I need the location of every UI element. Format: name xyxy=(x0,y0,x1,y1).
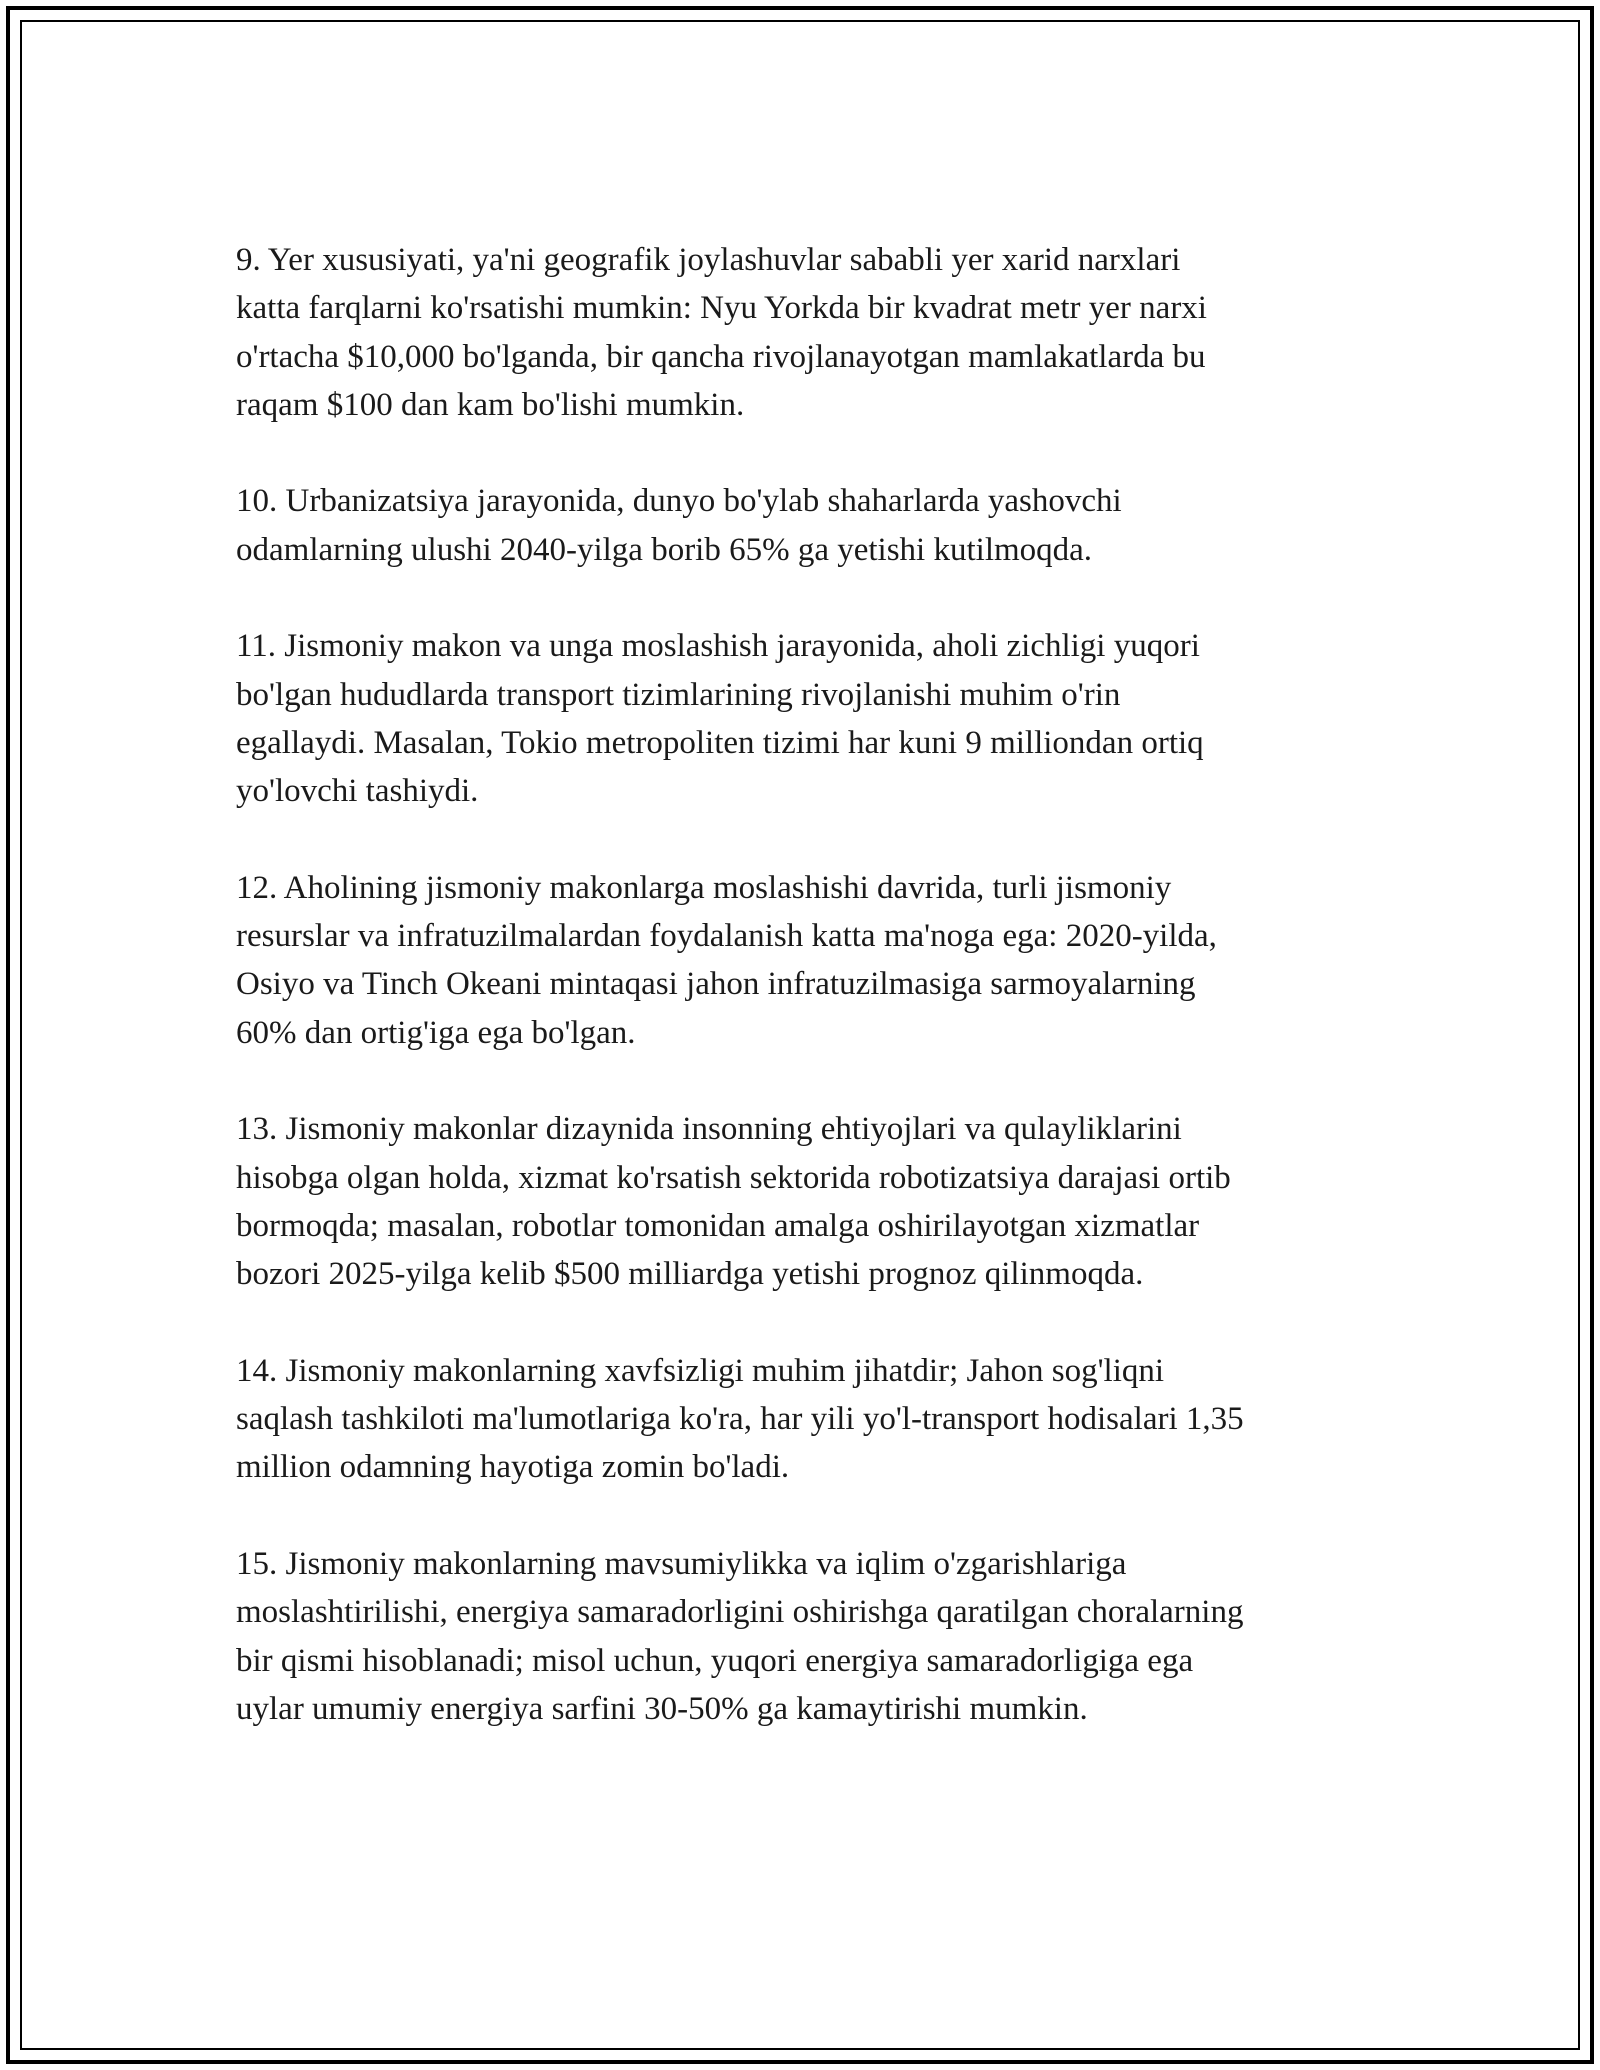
paragraph-11 xyxy=(236,622,1376,815)
paragraph-line: moslashtirilishi, energiya samaradorligini oshirishga qaratilgan choralarning xyxy=(236,1594,1244,1631)
paragraph-line: resurslar va infratuzilmalardan foydalanish katta ma'noga ega: 2020-yilda, xyxy=(236,918,1217,955)
paragraph-line: bo'lgan hududlarda transport tizimlarining rivojlanishi muhim o'rin xyxy=(236,676,1121,713)
paragraph-line: katta farqlarni ko'rsatishi mumkin: Nyu Yorkda bir kvadrat metr yer narxi xyxy=(236,290,1207,327)
paragraph-line: 11. Jismoniy makon va unga moslashish jarayonida, aholi zichligi yuqori xyxy=(236,628,1200,665)
paragraph-9 xyxy=(236,236,1376,429)
paragraph-line: 15. Jismoniy makonlarning mavsumiylikka va iqlim o'zgarishlariga xyxy=(236,1546,1127,1583)
paragraph-14 xyxy=(236,1347,1376,1492)
paragraph-line: million odamning hayotiga zomin bo'ladi. xyxy=(236,1449,790,1486)
paragraph-line: saqlash tashkiloti ma'lumotlariga ko'ra, har yili yo'l-transport hodisalari 1,35 xyxy=(236,1401,1244,1438)
paragraph-line: yo'lovchi tashiydi. xyxy=(236,773,479,810)
paragraph-line: uylar umumiy energiya sarfini 30-50% ga kamaytirishi mumkin. xyxy=(236,1690,1088,1727)
document-body xyxy=(236,236,1376,1782)
paragraph-line: o'rtacha $10,000 bo'lganda, bir qancha rivojlanayotgan mamlakatlarda bu xyxy=(236,338,1206,375)
paragraph-line: raqam $100 dan kam bo'lishi mumkin. xyxy=(236,386,745,423)
paragraph-line: 12. Aholining jismoniy makonlarga moslashishi davrida, turli jismoniy xyxy=(236,869,1172,906)
paragraph-10 xyxy=(236,477,1376,574)
paragraph-line: Osiyo va Tinch Okeani mintaqasi jahon infratuzilmasiga sarmoyalarning xyxy=(236,966,1196,1003)
paragraph-line: bormoqda; masalan, robotlar tomonidan amalga oshirilayotgan xizmatlar xyxy=(236,1207,1200,1244)
paragraph-line: 10. Urbanizatsiya jarayonida, dunyo bo'ylab shaharlarda yashovchi xyxy=(236,483,1122,520)
paragraph-13 xyxy=(236,1105,1376,1298)
paragraph-12 xyxy=(236,864,1376,1057)
paragraph-line: 13. Jismoniy makonlar dizaynida insonning ehtiyojlari va qulayliklarini xyxy=(236,1111,1182,1148)
paragraph-line: 60% dan ortig'iga ega bo'lgan. xyxy=(236,1014,636,1051)
paragraph-line: bir qismi hisoblanadi; misol uchun, yuqori energiya samaradorligiga ega xyxy=(236,1642,1194,1679)
paragraph-line: 14. Jismoniy makonlarning xavfsizligi muhim jihatdir; Jahon sog'liqni xyxy=(236,1352,1165,1389)
paragraph-15 xyxy=(236,1540,1376,1733)
paragraph-line: 9. Yer xususiyati, ya'ni geografik joylashuvlar sababli yer xarid narxlari xyxy=(236,242,1181,278)
paragraph-line: hisobga olgan holda, xizmat ko'rsatish sektorida robotizatsiya darajasi ortib xyxy=(236,1159,1231,1196)
paragraph-line: odamlarning ulushi 2040-yilga borib 65% ga yetishi kutilmoqda. xyxy=(236,531,1093,568)
paragraph-line: bozori 2025-yilga kelib $500 milliardga yetishi prognoz qilinmoqda. xyxy=(236,1256,1144,1293)
paragraph-line: egallaydi. Masalan, Tokio metropoliten tizimi har kuni 9 milliondan ortiq xyxy=(236,724,1204,761)
